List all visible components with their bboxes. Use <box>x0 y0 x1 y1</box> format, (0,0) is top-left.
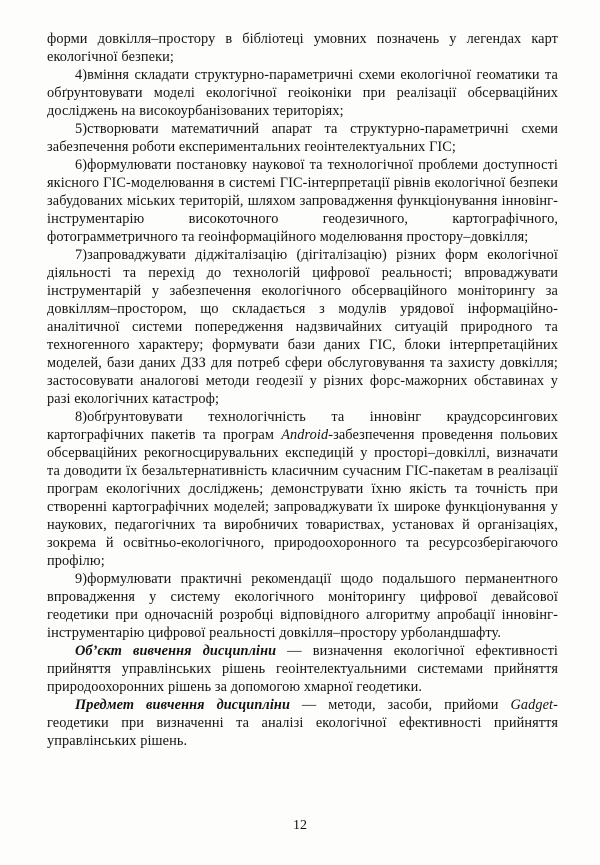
list-item-7: 7)запроваджувати діджіталізацію (дігіталізацію) різних форм екологічної діяльності та перехід до технологій цифрової реальності; впроваджувати інструментарій у забезпечення екологічного обсерваційного моніторингу за довкіллям–простором, що складається з модулів урядової інформаційно-аналітичної системи попередження надзвичайних ситуацій природного та техногенного характеру; формувати бази даних ГІС, блоки інтерпретаційних моделей, бази даних ДЗЗ для потреб сфери обслуговування та захисту довкілля; застосовувати аналогові методи геодезії у різних форс-мажорних обставинах у разі екологічних катастроф; <box>47 247 558 407</box>
paragraph-subject-of-study: Предмет вивчення дисципліни — методи, засоби, прийоми Gadget-геодетики при визначенні та аналізі екологічної ефективності прийняття управлінських рішень. <box>47 697 559 749</box>
list-item-4: 4)вміння складати структурно-параметричні схеми екологічної геоматики та обґрунтовувати моделі екологічної геоіконіки при реалізації обсерваційних досліджень на високоурбанізованих територіях; <box>47 67 558 119</box>
list-item-6: 6)формулювати постановку наукової та технологічної проблеми доступності якісного ГІС-моделювання в системі ГІС-інтерпретації рівнів екологічної безпеки забудованих міських територій, шляхом запровадження функціонування інновінг-інструментарію високоточного геодезичного, картографічного, фотограмметричного та геоінформаційного моделювання простору–довкілля; <box>47 157 558 245</box>
list-item-8: 8)обґрунтовувати технологічність та інновінг краудсорсингових картографічних пакетів та програм Android-забезпечення проведення польових обсерваційних рекогносцирувальних експедицій у просторі–довкіллі, визначати та доводити їх безальтернативність класичним сучасним ГІС-пакетам в реалізації програм екологічних досліджень; демонструвати їхню якість та точність при створенні картографічних моделей; запроваджувати їх широке функціонування у наукових, педагогічних та виробничих товариствах, установах й організаціях, зокрема й освітньо-екологічного, природоохоронного та ресурсозберігаючого профілю; <box>47 409 558 569</box>
paragraph-object-of-study: Об’єкт вивчення дисципліни — визначення екологічної ефективності прийняття управлінських рішень геоінтелектуальними системами прийняття природоохоронних рішень за допомогою хмарної геодетики. <box>47 643 558 695</box>
list-item-9: 9)формулювати практичні рекомендації щодо подальшого перманентного впровадження у систему екологічного моніторингу цифрової девайсової геодетики при одночасній розробці відповідного алгоритму апробації інновінг-інструментарію цифрової реальності довкілля–простору урболандшафту. <box>47 571 558 641</box>
list-item-5: 5)створювати математичний апарат та структурно-параметричні схеми забезпечення роботи експериментальних геоінтелектуальних ГІС; <box>47 121 558 155</box>
text-content <box>47 30 558 750</box>
paragraph-continuation: форми довкілля–простору в бібліотеці умовних позначень у легендах карт екологічної безпеки; <box>47 31 558 65</box>
page-number: 12 <box>293 818 307 833</box>
